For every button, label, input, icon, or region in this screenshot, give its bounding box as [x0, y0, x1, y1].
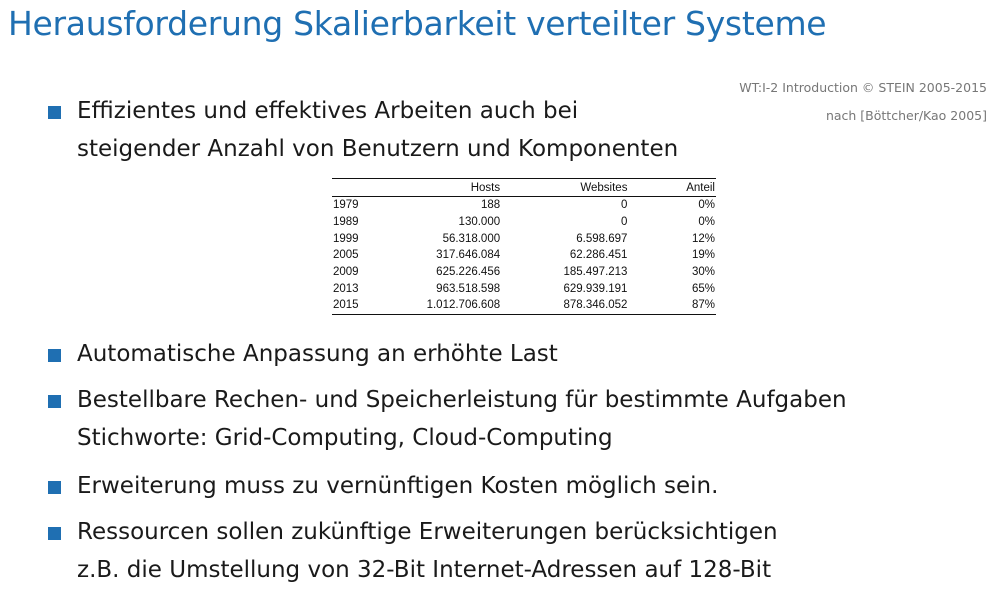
- cell-hosts: 625.226.456: [436, 266, 501, 279]
- cell-year: 2009: [333, 266, 359, 279]
- column-header-hosts: Hosts: [470, 182, 501, 194]
- bullet-text-line: Erweiterung muss zu vernünftigen Kosten möglich sein.: [77, 473, 719, 499]
- cell-websites: 0: [621, 199, 628, 212]
- bullet-text-line: Automatische Anpassung an erhöhte Last: [77, 341, 558, 367]
- square-bullet-icon: [48, 349, 61, 362]
- cell-hosts: 130.000: [458, 216, 501, 229]
- bullet-text-line: Effizientes und effektives Arbeiten auch bei: [77, 98, 579, 124]
- table-row: [332, 264, 716, 281]
- table-row: [332, 214, 716, 231]
- cell-websites: 629.939.191: [563, 282, 628, 295]
- cell-share: 87%: [691, 299, 715, 312]
- cell-year: 2005: [333, 249, 359, 262]
- course-reference: WT:I-2 Introduction © STEIN 2005-2015: [739, 80, 987, 95]
- square-bullet-icon: [48, 106, 61, 119]
- table-row: [332, 280, 716, 297]
- bullet-text-line: Bestellbare Rechen- und Speicherleistung für bestimmte Aufgaben: [77, 387, 847, 413]
- cell-websites: 6.598.697: [576, 232, 628, 245]
- cell-hosts: 188: [480, 199, 501, 212]
- cell-share: 0%: [698, 199, 715, 212]
- cell-year: 1999: [333, 232, 359, 245]
- cell-hosts: 1.012.706.608: [426, 299, 501, 312]
- column-header-year: [332, 179, 393, 197]
- cell-hosts: 317.646.084: [436, 249, 501, 262]
- cell-share: 19%: [691, 249, 715, 262]
- bullet-text-line: steigender Anzahl von Benutzern und Komponenten: [77, 136, 679, 162]
- cell-websites: 185.497.213: [563, 266, 628, 279]
- hosts-websites-table: [332, 178, 716, 315]
- table-row: [332, 230, 716, 247]
- table-row: [332, 197, 716, 214]
- bullet-text-line: Ressourcen sollen zukünftige Erweiterungen berücksichtigen: [77, 519, 778, 545]
- cell-share: 12%: [691, 232, 715, 245]
- cell-share: 30%: [691, 266, 715, 279]
- table-row: [332, 297, 716, 314]
- cell-year: 1979: [333, 199, 359, 212]
- square-bullet-icon: [48, 527, 61, 540]
- slide-title: Herausforderung Skalierbarkeit verteilter Systeme: [8, 4, 827, 43]
- cell-websites: 878.346.052: [563, 299, 628, 312]
- square-bullet-icon: [48, 481, 61, 494]
- cell-websites: 0: [621, 216, 628, 229]
- cell-hosts: 963.518.598: [436, 282, 501, 295]
- bullet-text-line: Stichworte: Grid-Computing, Cloud-Computing: [77, 425, 613, 451]
- column-header-websites: Websites: [580, 182, 628, 194]
- cell-hosts: 56.318.000: [442, 232, 501, 245]
- table-header-row: [332, 179, 716, 197]
- cell-share: 65%: [691, 282, 715, 295]
- table-row: [332, 247, 716, 264]
- cell-websites: 62.286.451: [569, 249, 628, 262]
- bullet-text-line: z.B. die Umstellung von 32-Bit Internet-Adressen auf 128-Bit: [77, 557, 772, 583]
- source-reference: nach [Böttcher/Kao 2005]: [825, 108, 987, 123]
- cell-year: 1989: [333, 216, 359, 229]
- column-header-share: Anteil: [686, 182, 715, 194]
- cell-share: 0%: [698, 216, 715, 229]
- square-bullet-icon: [48, 395, 61, 408]
- cell-year: 2015: [333, 299, 359, 312]
- cell-year: 2013: [333, 282, 359, 295]
